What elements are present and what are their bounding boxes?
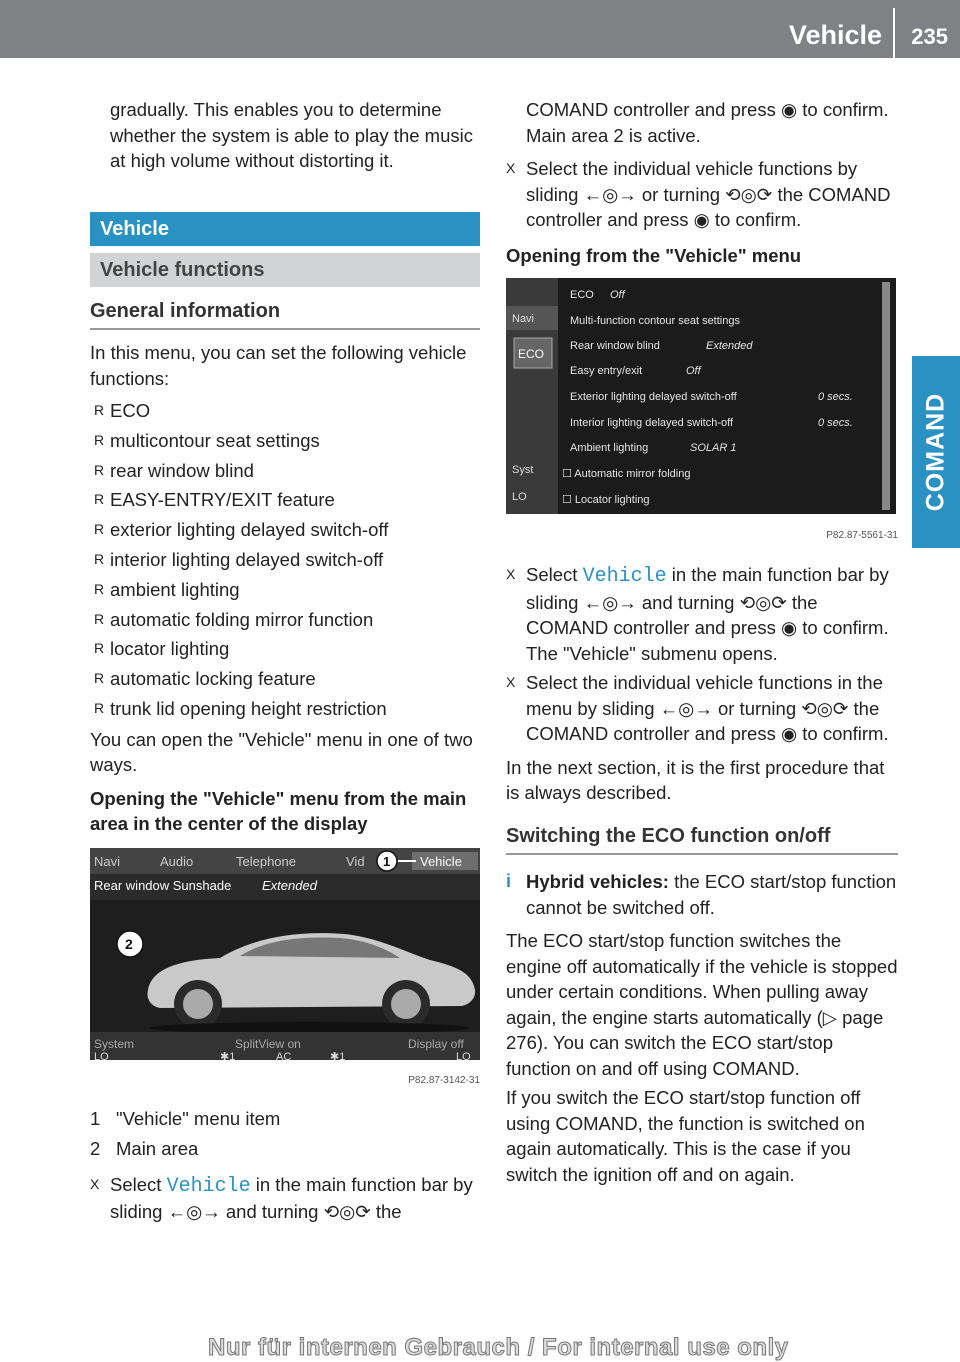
fig2-menu-line: ECO [570, 289, 594, 301]
subsection-title: Vehicle functions [90, 253, 480, 287]
eco-paragraph-2: If you switch the ECO start/stop function off using COMAND, the function is switched on again automatically. This is the case if you switch the ignition off and on again. [506, 1087, 865, 1185]
fig1-status-fan-left: ✱1 [220, 1050, 236, 1060]
display-screenshot-2 [506, 278, 896, 514]
legend-item: 2 Main area [90, 1138, 199, 1160]
figure1-caption: P82.87-3142-31 [408, 1075, 480, 1087]
fig1-line-value: Extended [262, 877, 317, 893]
page-header-bar [0, 0, 960, 58]
open-text: You can open the "Vehicle" menu in one of two ways. [90, 728, 473, 776]
list-item: R automatic folding mirror function [94, 608, 374, 630]
fig2-menu-value: SOLAR 1 [690, 442, 737, 454]
fig2-menu-line: Ambient lighting [570, 442, 649, 454]
list-item: R rear window blind [94, 459, 254, 481]
fig2-menu-line: ☐ Automatic mirror folding [562, 468, 691, 480]
step-result-main-area: Main area 2 is active. [526, 124, 701, 146]
step-result-submenu: The "Vehicle" submenu opens. [526, 642, 778, 664]
figure2-caption: P82.87-5561-31 [826, 529, 898, 541]
fig2-menu-value: 0 secs. [818, 391, 853, 403]
legend-item: 1 "Vehicle" menu item [90, 1107, 281, 1129]
list-item: R ambient lighting [94, 578, 240, 600]
next-section-note: In the next section, it is the first procedure that is always described. [506, 756, 885, 803]
svg-text:2: 2 [125, 935, 133, 952]
display-screenshot-1 [90, 848, 480, 1060]
step-select-functions-menu: X Select the individual vehicle functions in the menu by sliding ←◎→ or turning ⟲◎⟳ the COMAND controller and press ◉ to confirm. [506, 672, 889, 744]
step-select-vehicle-main-bar: X Select Vehicle in the main function bar by sliding ←◎→ and turning ⟲◎⟳ the COMAND controller and press ◉ to confirm. [506, 564, 889, 638]
fig2-menu-value: Extended [706, 340, 753, 352]
fig1-line-label: Rear window Sunshade [94, 877, 232, 893]
fig2-menu-line: Exterior lighting delayed switch-off [570, 391, 737, 403]
heading-general-information: General information [90, 299, 480, 331]
step-continuation: COMAND controller and press ◉ to confirm. [526, 99, 889, 120]
fig2-menu-value: 0 secs. [818, 417, 853, 429]
left-column [90, 97, 480, 1225]
fig1-status-lo-left: LO [94, 1050, 109, 1060]
fig1-menu-navi: Navi [94, 853, 121, 869]
fig2-menu-line: Easy entry/exit [570, 365, 643, 377]
list-item: R locator lighting [94, 638, 230, 660]
header-divider [893, 8, 895, 58]
fig1-menu-audio: Audio [160, 853, 194, 869]
step-arrow-icon: X [90, 1175, 100, 1192]
general-intro: In this menu, you can set the following vehicle functions: [90, 342, 467, 389]
fig2-left-system: Syst [512, 464, 534, 476]
fig2-left-navi: Navi [512, 313, 535, 325]
fig1-menu-telephone: Telephone [236, 853, 296, 869]
figure-main-area [90, 848, 480, 1094]
fig1-menu-vehicle: Vehicle [420, 853, 462, 869]
list-item: R interior lighting delayed switch-off [94, 548, 384, 570]
page-number: 235 [911, 24, 948, 49]
eco-paragraph-1: The ECO start/stop function switches the engine off automatically if the vehicle is stopped under certain conditions. When pulling away again, the engine starts automatically (▷ page 276). You can switch the ECO start/stop function on and off using COMAND. [506, 930, 898, 1079]
step-arrow-icon: X [506, 674, 516, 690]
fig1-display-off: Display off [408, 1036, 464, 1051]
info-icon: i [506, 871, 512, 891]
step-arrow-icon: X [506, 566, 516, 582]
watermark-footer: Nur für internen Gebrauch / For internal use only [208, 1334, 789, 1361]
list-item: R EASY-ENTRY/EXIT feature [94, 489, 335, 511]
fig1-system: System [94, 1036, 135, 1051]
list-item: R multicontour seat settings [94, 429, 320, 451]
info-note: i Hybrid vehicles: the ECO start/stop function cannot be switched off. [506, 871, 897, 918]
step-select-functions: X Select the individual vehicle functions by sliding ←◎→ or turning ⟲◎⟳ the COMAND controller and press ◉ to confirm. [506, 158, 891, 230]
fig1-splitview: SplitView on [235, 1036, 301, 1051]
svg-text:1: 1 [383, 853, 391, 869]
fig2-menu-line: Interior lighting delayed switch-off [570, 417, 734, 429]
fig2-menu-line: ☐ Locator lighting [562, 494, 650, 506]
list-item: R exterior lighting delayed switch-off [94, 519, 389, 541]
list-item: R trunk lid opening height restriction [94, 697, 387, 719]
fig2-menu-value: Off [610, 289, 625, 301]
fig2-left-lo: LO [512, 491, 527, 503]
list-item: R automatic locking feature [94, 668, 316, 690]
step-select-vehicle: X Select Vehicle in the main function bar by sliding ←◎→ and turning ⟲◎⟳ the [90, 1173, 473, 1223]
fig2-menu-line: Rear window blind [570, 340, 660, 352]
heading-open-vehicle-menu: Opening from the "Vehicle" menu [506, 244, 802, 266]
step-arrow-icon: X [506, 160, 516, 176]
right-column [506, 97, 898, 1187]
side-tab [912, 356, 960, 548]
list-item: R ECO [94, 400, 151, 421]
fig2-left-eco: ECO [518, 347, 545, 361]
intro-paragraph: gradually. This enables you to determine whether the system is able to play the music at high volume without distorting it. [110, 99, 473, 171]
fig1-status-lo-right: LO [456, 1050, 471, 1060]
side-tab-label: COMAND [921, 392, 950, 512]
chapter-title: Vehicle [788, 20, 882, 50]
fig2-menu-value: Off [686, 365, 701, 377]
fig2-menu-line: Multi-function contour seat settings [570, 315, 740, 327]
section-title: Vehicle [90, 212, 480, 246]
function-list [90, 396, 480, 724]
heading-eco-function: Switching the ECO function on/off [506, 824, 898, 856]
fig1-menu-video: Vid [346, 853, 365, 869]
fig1-status-fan-right: ✱1 [330, 1050, 346, 1060]
fig1-status-ac: AC [276, 1050, 292, 1060]
heading-open-main-area: Opening the "Vehicle" menu from the main area in the center of the display [90, 787, 467, 835]
figure-vehicle-menu [506, 278, 898, 548]
